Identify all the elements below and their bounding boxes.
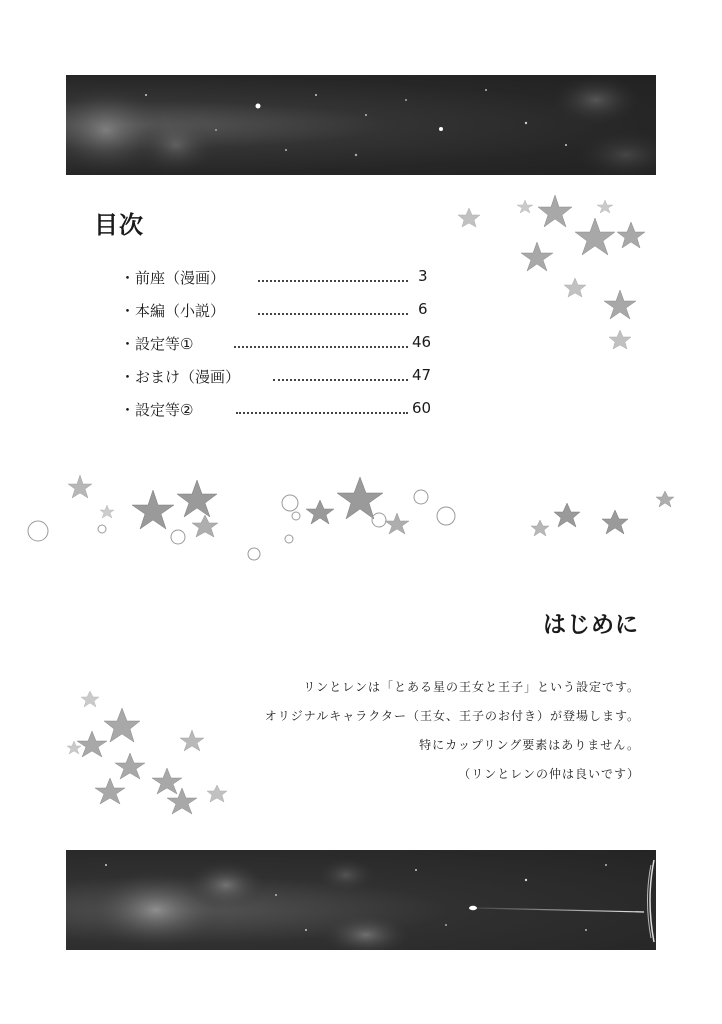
shooting-star-icon <box>469 906 644 912</box>
star-icon <box>77 731 107 757</box>
star-icon <box>192 515 218 537</box>
star-icon <box>100 505 114 518</box>
intro-line: リンとレンは「とある星の王女と王子」という設定です。 <box>303 680 640 694</box>
intro-line: 特にカップリング要素はありません。 <box>419 738 640 752</box>
toc-item-page: 60 <box>412 399 432 417</box>
star-icon <box>132 490 174 529</box>
bubble-icon <box>285 535 293 543</box>
toc-item <box>120 399 432 421</box>
star-icon <box>152 768 182 794</box>
star-icon <box>517 200 533 213</box>
intro-line: オリジナルキャラクター（王女、王子のお付き）が登場します。 <box>264 709 640 723</box>
star-icon <box>597 200 613 213</box>
star-icon <box>115 753 145 779</box>
star-icon <box>531 520 549 536</box>
star-icon <box>167 788 197 814</box>
star-icon <box>602 510 628 534</box>
toc-item-label: ・おまけ（漫画） <box>120 368 241 386</box>
star-icon <box>385 513 409 534</box>
toc-item <box>120 300 428 322</box>
bubble-icon <box>171 530 185 544</box>
toc-leader <box>234 346 408 348</box>
toc-item-page: 6 <box>418 300 428 318</box>
star-icon <box>81 691 99 707</box>
star-icon <box>458 208 480 227</box>
star-cluster-decoration <box>62 683 237 818</box>
star-icon <box>67 741 81 754</box>
star-icon <box>177 480 217 517</box>
star-icon <box>617 222 645 248</box>
star-icon <box>180 730 204 751</box>
toc-leader <box>258 280 408 282</box>
bubble-icon <box>282 495 298 511</box>
star-icon <box>306 500 334 524</box>
star-cluster-decoration <box>455 190 655 360</box>
bubble-icon <box>372 513 386 527</box>
toc-item-page: 47 <box>412 366 432 384</box>
star-icon <box>95 778 125 804</box>
top-starry-banner <box>66 75 656 175</box>
star-icon <box>104 708 140 742</box>
star-icon <box>207 785 227 802</box>
star-icon <box>68 475 92 498</box>
star-icon <box>656 491 674 507</box>
bubble-icon <box>248 548 260 560</box>
bottom-starry-banner <box>66 850 656 950</box>
star-icon <box>609 330 631 349</box>
star-icon <box>554 503 580 527</box>
toc-item <box>120 333 432 355</box>
toc-item-page: 3 <box>418 267 428 285</box>
bubble-icon <box>292 512 300 520</box>
night-sky-illustration <box>66 850 656 950</box>
bubble-icon <box>98 525 106 533</box>
star-icon <box>564 278 586 297</box>
star-icon <box>337 477 383 519</box>
toc-item-label: ・前座（漫画） <box>120 269 226 287</box>
toc-item-label: ・設定等② <box>120 401 194 419</box>
toc-item <box>120 267 428 289</box>
bubble-icon <box>437 507 455 525</box>
toc-leader <box>258 313 408 315</box>
toc-item-label: ・設定等① <box>120 335 194 353</box>
star-icon <box>604 290 636 319</box>
toc-item <box>120 366 432 388</box>
toc-item-label: ・本編（小説） <box>120 302 226 320</box>
intro-line: （リンとレンの仲は良いです） <box>458 767 640 781</box>
night-sky-illustration <box>66 75 656 175</box>
bubble-icon <box>414 490 428 504</box>
toc-leader <box>273 379 408 381</box>
toc-item-page: 46 <box>412 333 432 351</box>
star-icon <box>538 195 572 227</box>
star-band-decoration <box>25 465 675 565</box>
toc-title: 目次 <box>94 211 144 239</box>
bubble-icon <box>28 521 48 541</box>
intro-title: はじめに <box>543 612 639 638</box>
toc-leader <box>236 412 408 414</box>
star-icon <box>521 242 553 271</box>
star-icon <box>575 218 615 255</box>
